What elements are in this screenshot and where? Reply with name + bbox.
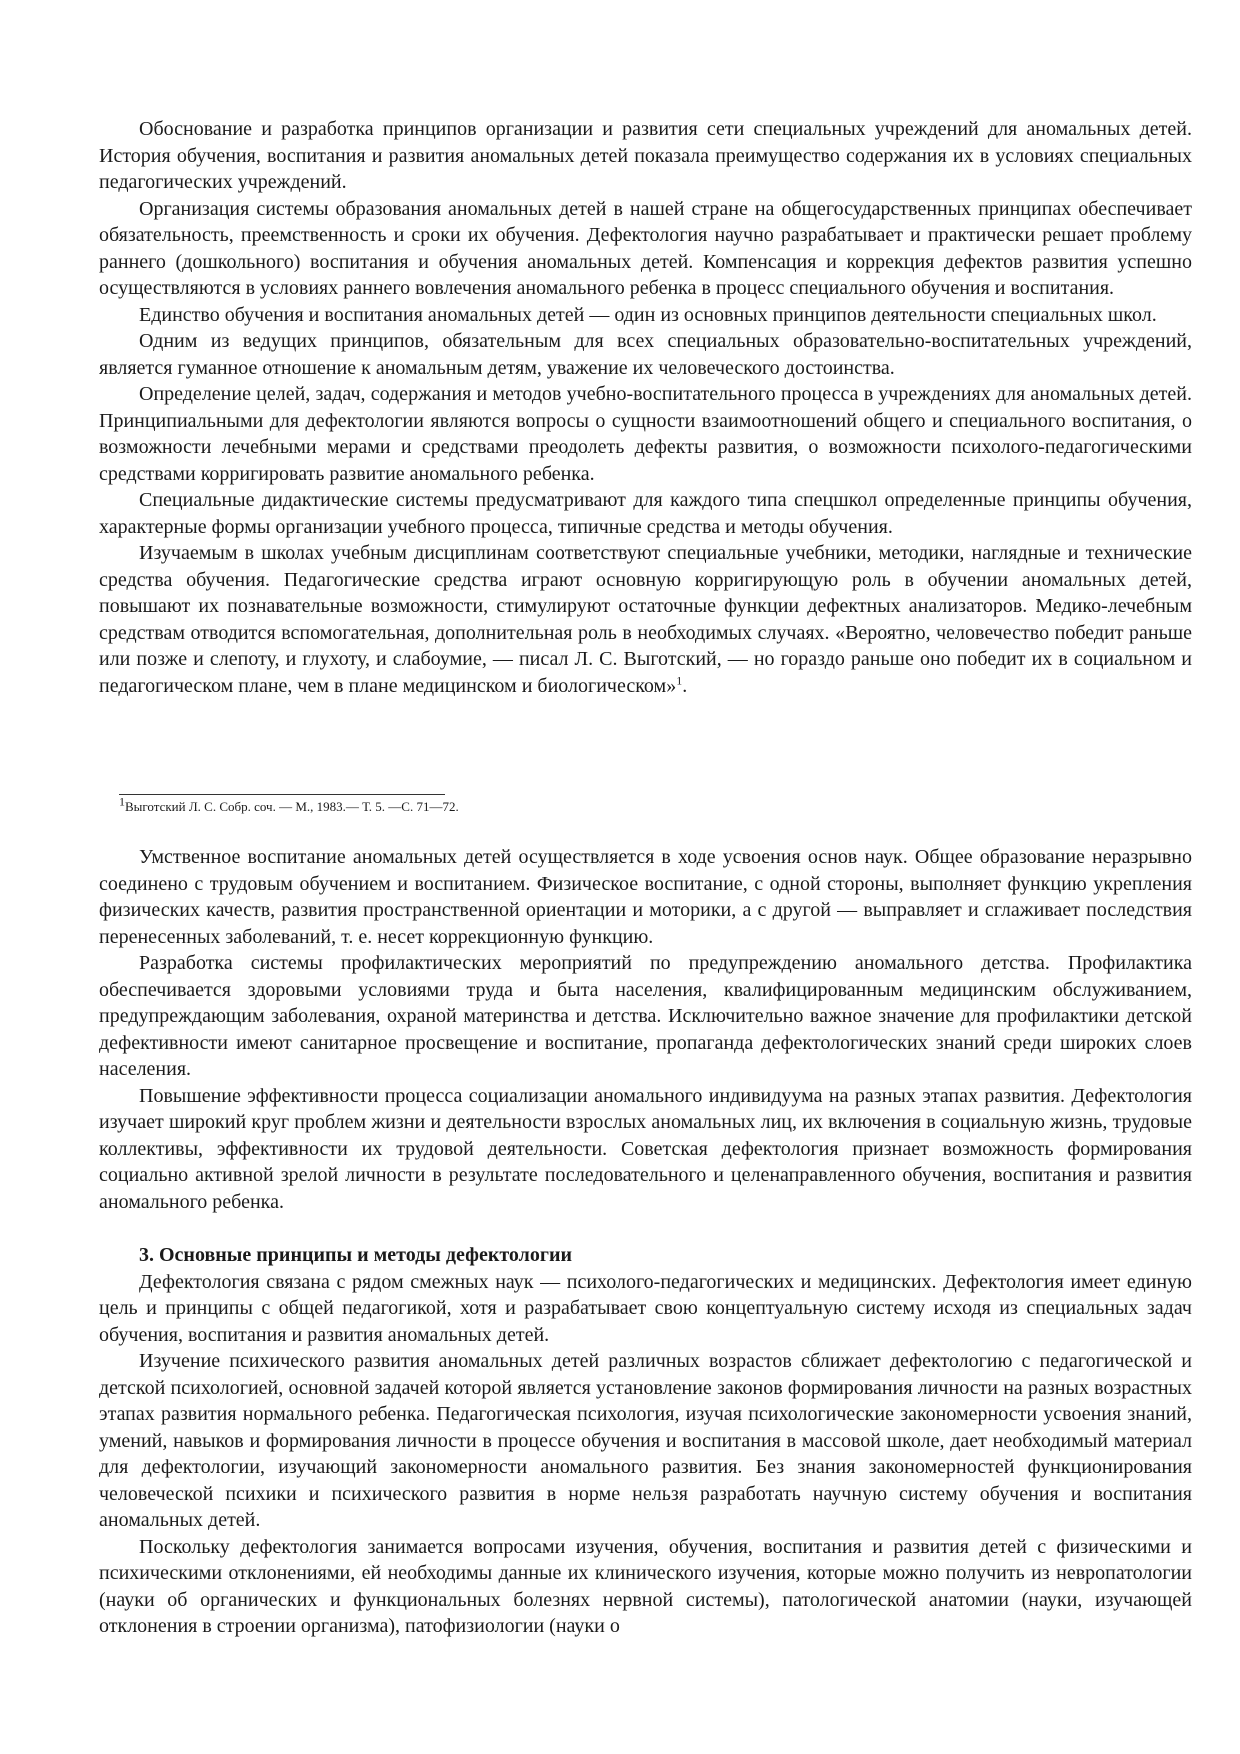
paragraph: Разработка системы профилактических мероприятий по предупреждению аномального детства. Профилактика обеспечивается здоровыми условиями труда и быта населения, квалифицированным медицинским обслуживанием, предупреждающим заболевания, охраной материнства и детства. Исключительно важное значение для профилактики детской дефективности имеют санитарное просвещение и воспитание, пропаганда дефектологических знаний среди широких слоев населения. (99, 952, 1192, 1080)
text-block-main (99, 116, 1192, 699)
paragraph: Изучение психического развития аномальных детей различных возрастов сближает дефектологию с педагогической и детской психологией, основной задачей которой является установление законов формирования личности на разных возрастных этапах развития нормального ребенка. Педагогическая психология, изучая психологические закономерности усвоения знаний, умений, навыков и формирования личности в процессе обучения и воспитания в массовой школе, дает необходимый материал для дефектологии, изучающий закономерности аномального развития. Без знания закономерностей функционирования человеческой психики и психического развития в норме нельзя разработать научную систему обучения и воспитания аномальных детей. (99, 1350, 1192, 1531)
paragraph: Организация системы образования аномальных детей в нашей стране на общегосударственных принципах обеспечивает обязательность, преемственность и сроки их обучения. Дефектология научно разрабатывает и практически решает проблему раннего (дошкольного) воспитания и обучения аномальных детей. Компенсация и коррекция дефектов развития успешно осуществляются в условиях раннего вовлечения аномального ребенка в процесс специального обучения и воспитания. (99, 197, 1192, 299)
paragraph: Повышение эффективности процесса социализации аномального индивидуума на разных этапах развития. Дефектология изучает широкий круг проблем жизни и деятельности взрослых аномальных лиц, их включения в социальную жизнь, трудовые коллективы, эффективности их трудовой деятельности. Советская дефектология признает возможность формирования социально активной зрелой личности в результате последовательного и целенаправленного обучения, воспитания и развития аномального ребенка. (99, 1084, 1192, 1213)
footnote-reference: 1 (676, 672, 683, 687)
text-block-continued (99, 844, 1192, 1215)
paragraph-with-quote: Изучаемым в школах учебным дисциплинам соответствуют специальные учебники, методики, наглядные и технические средства обучения. Педагогические средства играют основную корригирующую роль в обучении аномальных детей, повышают их познавательные возможности, стимулируют остаточные функции дефектных анализаторов. Медико-лечебным средствам отводится вспомогательная, дополнительная роль в необходимых случаях. «Вероятно, человечество победит раньше или позже и слепоту, и глухоту, и слабоумие, — писал Л. С. Выготский, — но гораздо раньше оно победит их в социальном и педагогическом плане, чем в плане медицинском и биологическом»$^1$. (99, 542, 1192, 697)
paragraph: Дефектология связана с рядом смежных наук — психолого-педагогических и медицинских. Дефектология имеет единую цель и принципы с общей педагогикой, хотя и разрабатывает свою концептуальную систему исходя из специальных задач обучения, воспитания и развития аномальных детей. (99, 1270, 1192, 1346)
section-heading: 3. Основные принципы и методы дефектологии (139, 1244, 573, 1266)
paragraph: Одним из ведущих принципов, обязательным для всех специальных образовательно-воспитательных учреждений, является гуманное отношение к аномальным детям, уважение их человеческого достоинства. (99, 330, 1192, 379)
footnote (119, 794, 719, 815)
paragraph: Специальные дидактические системы предусматривают для каждого типа спецшкол определенные принципы обучения, характерные формы организации учебного процесса, типичные средства и методы обучения. (99, 489, 1192, 538)
paragraph: Умственное воспитание аномальных детей осуществляется в ходе усвоения основ наук. Общее образование неразрывно соединено с трудовым обучением и воспитанием. Физическое воспитание, с одной стороны, выполняет функцию укрепления физических качеств, развития пространственной ориентации и моторики, а с другой — выправляет и сглаживает последствия перенесенных заболеваний, т. е. несет коррекционную функцию. (99, 846, 1192, 948)
footnote-text: Выготский Л. С. Собр. соч. — М., 1983.— Т. 5. —С. 71—72. (125, 799, 459, 814)
paragraph: Обоснование и разработка принципов организации и развития сети специальных учреждений для аномальных детей. История обучения, воспитания и развития аномальных детей показала преимущество содержания их в условиях специальных педагогических учреждений. (99, 118, 1192, 193)
paragraph: Поскольку дефектология занимается вопросами изучения, обучения, воспитания и развития детей с физическими и психическими отклонениями, ей необходимы данные их клинического изучения, которые можно получить из невропатологии (науки об органических и функциональных болезнях нервной системы), патологической анатомии (науки, изучающей отклонения в строении организма), патофизиологии (науки о (99, 1535, 1192, 1637)
footnote-number: 1 (119, 794, 125, 809)
paragraph: Единство обучения и воспитания аномальных детей — один из основных принципов деятельности специальных школ. (139, 303, 1157, 326)
paragraph-text: Изучаемым в школах учебным дисциплинам соответствуют специальные учебники, методики, наглядные и технические средства обучения. Педагогические средства играют основную корригирующую роль в обучении аномальных детей, повышают их познавательные возможности, стимулируют остаточные функции дефектных анализаторов. Медико-лечебным средствам отводится вспомогательная, дополнительная роль в необходимых случаях. «Вероятно, человечество победит раньше или позже и слепоту, и глухоту, и слабоумие, — писал Л. С. Выготский, — но гораздо раньше оно победит их в социальном и педагогическом плане, чем в плане медицинском и биологическом» (99, 542, 1192, 697)
paragraph: Определение целей, задач, содержания и методов учебно-воспитательного процесса в учреждениях для аномальных детей. Принципиальными для дефектологии являются вопросы о сущности взаимоотношений общего и специального воспитания, о возможности лечебными мерами и средствами преодолеть дефекты развития, о возможности психолого-педагогическими средствами корригировать развитие аномального ребенка. (99, 383, 1192, 485)
footnote-divider (119, 794, 445, 795)
section-3 (99, 1242, 1192, 1640)
